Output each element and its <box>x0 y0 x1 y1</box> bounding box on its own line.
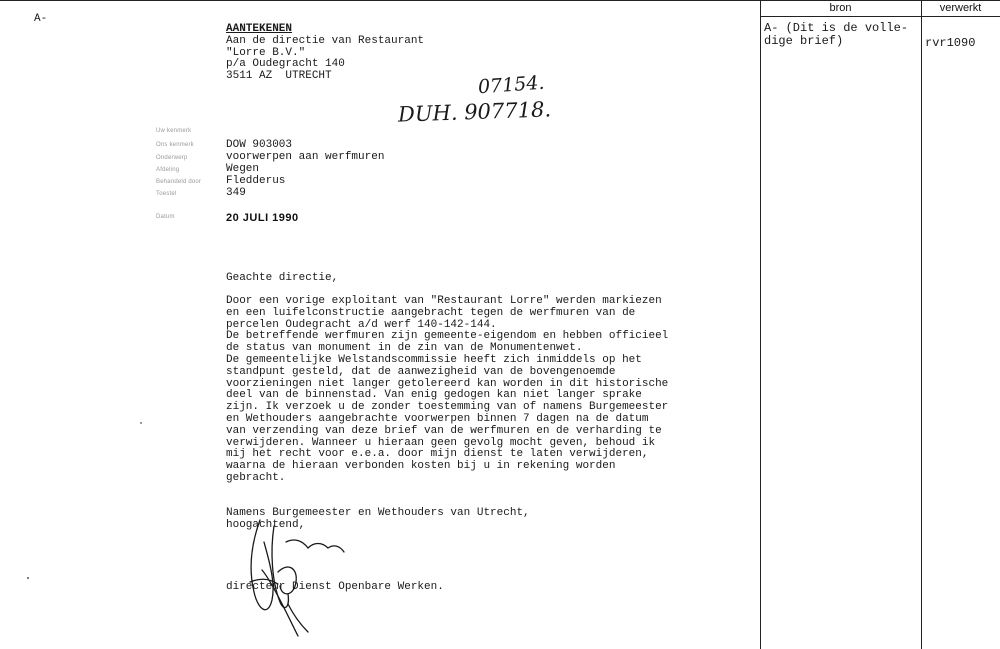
paragraph-line: Door een vorige exploitant van "Restaurant Lorre" werden markiezen <box>226 295 662 307</box>
verwerkt-cell: rvr1090 <box>925 36 976 50</box>
column-header-verwerkt: verwerkt <box>939 2 982 14</box>
paragraph-line: zijn. Ik verzoek u de zonder toestemming van of namens Burgemeester <box>226 401 669 414</box>
paragraph-line: deel van de binnenstad. Van enig gedogen kan niet langer sprake <box>226 389 642 402</box>
paragraph-line: percelen Oudegracht a/d werf 140-142-144. <box>226 318 497 331</box>
meta-label-toestel: Toestel <box>156 191 177 197</box>
paragraph-line: gebracht. <box>226 471 286 484</box>
table-column-divider <box>921 0 922 649</box>
address-line-2: "Lorre B.V." <box>226 46 306 59</box>
paragraph-line: mij het recht voor e.e.a. door mijn dienst te laten verwijderen, <box>226 448 649 461</box>
address-line-1: Aan de directie van Restaurant <box>226 34 425 47</box>
meta-value-onderwerp: voorwerpen aan werfmuren <box>226 151 385 163</box>
handwritten-code-1: 07154. <box>477 71 546 99</box>
meta-label-behandeld-door: Behandeld door <box>156 179 202 185</box>
table-left-border <box>760 0 761 649</box>
paragraph-line: standpunt gesteld, dat de aanwezigheid van de bovengenoemde <box>226 365 616 378</box>
meta-label-onderwerp: Onderwerp <box>156 155 188 161</box>
meta-value-ons-kenmerk: DOW 903003 <box>226 139 293 151</box>
meta-label-datum: Datum <box>156 214 175 220</box>
bron-line-2: dige brief) <box>764 34 844 48</box>
salutation: Geachte directie, <box>226 272 339 284</box>
address-line-3: p/a Oudegracht 140 <box>226 58 345 71</box>
paragraph-line: De betreffende werfmuren zijn gemeente-eigendom en hebben officieel <box>226 330 669 343</box>
column-header-bron: bron <box>829 2 852 14</box>
table-header-divider <box>760 16 1000 17</box>
aantekenen-label: AANTEKENEN <box>226 23 293 35</box>
bron-line-1: A- (Dit is de volle- <box>764 21 909 35</box>
signature-line: directeur Dienst Openbare Werken. <box>226 581 444 593</box>
handwritten-code-2: DUH. 907718. <box>397 97 552 127</box>
speck <box>27 577 29 579</box>
meta-label-afdeling: Afdeling <box>156 167 180 173</box>
date-stamp: 20 JULI 1990 <box>226 212 299 224</box>
speck <box>140 422 142 424</box>
meta-label-uw-kenmerk: Uw kenmerk <box>156 128 192 134</box>
meta-value-toestel: 349 <box>226 187 246 199</box>
letter-paragraph <box>226 296 668 485</box>
closing-line-2: hoogachtend, <box>226 518 306 531</box>
paragraph-line: en een luifelconstructie aangebracht tegen de werfmuren van de <box>226 306 636 319</box>
paragraph-line: van verzending van deze brief van de werfmuren en de verharding te <box>226 424 662 437</box>
paragraph-line: de status van monument in de zin van de Monumentenwet. <box>226 342 583 355</box>
handwritten-signature <box>238 512 348 642</box>
meta-value-behandeld-door: Fledderus <box>226 175 286 187</box>
address-block <box>226 24 424 83</box>
margin-mark: A- <box>34 13 48 25</box>
meta-value-afdeling: Wegen <box>226 163 260 175</box>
paragraph-line: waarna de hieraan verbonden kosten bij u in rekening worden <box>226 460 616 473</box>
paragraph-line: verwijderen. Wanneer u hieraan geen gevolg mocht geven, behoud ik <box>226 436 656 449</box>
address-line-4: 3511 AZ UTRECHT <box>226 70 332 83</box>
bron-cell <box>764 22 908 48</box>
closing-line-1: Namens Burgemeester en Wethouders van Utrecht, <box>226 507 530 519</box>
paragraph-line: voorzieningen niet langer getolereerd kan worden in dit historische <box>226 377 669 390</box>
top-border <box>0 0 1000 1</box>
meta-label-ons-kenmerk: Ons kenmerk <box>156 142 194 148</box>
paragraph-line: en Wethouders aangebrachte voorwerpen binnen 7 dagen na de datum <box>226 412 649 425</box>
paragraph-line: De gemeentelijke Welstandscommissie heeft zich inmiddels op het <box>226 353 642 366</box>
